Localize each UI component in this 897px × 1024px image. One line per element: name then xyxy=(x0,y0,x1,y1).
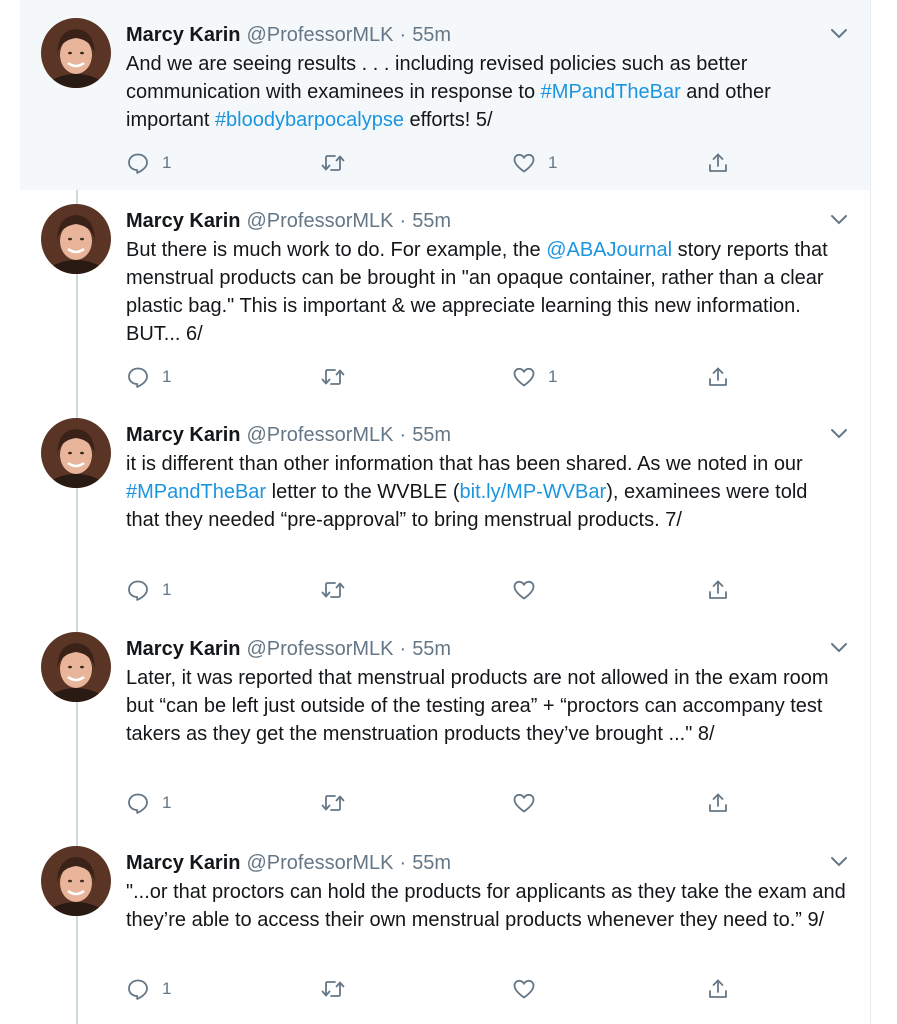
retweet-icon xyxy=(320,977,346,1001)
retweet-button[interactable] xyxy=(320,364,358,390)
reply-count: 1 xyxy=(162,979,172,998)
share-button[interactable] xyxy=(706,150,730,176)
avatar-image xyxy=(41,18,111,88)
reply-icon xyxy=(126,578,150,602)
tweet-text-part: story reports that menstrual products can be brought in "an opaque container, rather than a clear plastic bag." This is important & we appreciate learning this new information. BUT... 6/ xyxy=(126,239,828,345)
tweet-actions xyxy=(126,364,746,390)
heart-icon xyxy=(512,365,536,389)
tweet-7[interactable] xyxy=(20,400,870,614)
tweet-8[interactable] xyxy=(20,614,870,828)
author-name[interactable]: Marcy Karin xyxy=(126,424,241,446)
tweet-9[interactable] xyxy=(20,828,870,1024)
tweet-text-part: letter to the WVBLE ( xyxy=(266,481,460,503)
share-icon xyxy=(706,151,730,175)
tweet-text xyxy=(126,50,846,134)
author-name[interactable]: Marcy Karin xyxy=(126,638,241,660)
separator-dot: · xyxy=(399,852,407,874)
author-name[interactable]: Marcy Karin xyxy=(126,852,241,874)
reply-count: 1 xyxy=(162,580,172,599)
author-handle[interactable]: @ProfessorMLK xyxy=(246,852,394,874)
author-handle[interactable]: @ProfessorMLK xyxy=(246,424,394,446)
tweet-time[interactable]: 55m xyxy=(412,210,452,232)
author-name[interactable]: Marcy Karin xyxy=(126,24,241,46)
share-icon xyxy=(706,791,730,815)
tweet-header xyxy=(126,850,850,876)
separator-dot: · xyxy=(399,210,407,232)
timeline-column xyxy=(20,0,871,1024)
reply-icon xyxy=(126,151,150,175)
retweet-icon xyxy=(320,365,346,389)
reply-count: 1 xyxy=(162,793,172,812)
mention-link[interactable]: @ABAJournal xyxy=(546,239,673,261)
share-button[interactable] xyxy=(706,976,730,1002)
hashtag-link[interactable]: #bloodybarpocalypse xyxy=(214,109,404,131)
tweet-time[interactable]: 55m xyxy=(412,424,452,446)
reply-icon xyxy=(126,791,150,815)
tweet-5[interactable] xyxy=(20,0,870,190)
retweet-button[interactable] xyxy=(320,976,358,1002)
separator-dot: · xyxy=(399,24,407,46)
retweet-button[interactable] xyxy=(320,790,358,816)
tweet-text-part: ), examinees were told that they needed “pre-approval” to bring menstrual products. 7/ xyxy=(126,481,808,531)
avatar-image xyxy=(41,418,111,488)
retweet-button[interactable] xyxy=(320,577,358,603)
author-handle[interactable]: @ProfessorMLK xyxy=(246,24,394,46)
tweet-header xyxy=(126,208,850,234)
reply-button[interactable] xyxy=(126,577,171,603)
like-button[interactable] xyxy=(512,976,548,1002)
tweet-text-part: efforts! 5/ xyxy=(403,109,493,131)
avatar-image xyxy=(41,204,111,274)
retweet-button[interactable] xyxy=(320,150,358,176)
separator-dot: · xyxy=(399,424,407,446)
tweet-time[interactable]: 55m xyxy=(412,638,452,660)
tweet-text xyxy=(126,664,846,748)
reply-button[interactable] xyxy=(126,150,171,176)
like-count: 1 xyxy=(548,153,558,172)
reply-count: 1 xyxy=(162,367,172,386)
avatar[interactable] xyxy=(41,418,111,488)
share-icon xyxy=(706,365,730,389)
url-link[interactable]: bit.ly/MP-WVBar xyxy=(459,481,607,503)
avatar-image xyxy=(41,632,111,702)
tweet-text xyxy=(126,236,846,348)
like-button[interactable] xyxy=(512,790,548,816)
tweet-text-part: And we are seeing results . . . including revised policies such as better communication with examinees in response to xyxy=(126,53,748,103)
tweet-header xyxy=(126,422,850,448)
tweet-text-part: "...or that proctors can hold the products for applicants as they take the exam and they’re able to access their own menstrual products whenever they need to.” 9/ xyxy=(126,881,846,931)
tweet-text-part: Later, it was reported that menstrual products are not allowed in the exam room but “can be left just outside of the testing area” + “proctors can accompany test takers as they get the menstruation products they’ve brought ..." 8/ xyxy=(126,667,829,745)
heart-icon xyxy=(512,791,536,815)
tweet-time[interactable]: 55m xyxy=(412,24,452,46)
tweet-header xyxy=(126,636,850,662)
tweet-header xyxy=(126,22,850,48)
tweet-time[interactable]: 55m xyxy=(412,852,452,874)
author-handle[interactable]: @ProfessorMLK xyxy=(246,638,394,660)
avatar[interactable] xyxy=(41,632,111,702)
chevron-down-icon[interactable] xyxy=(830,856,848,868)
tweet-actions xyxy=(126,577,746,603)
hashtag-link[interactable]: #MPandTheBar xyxy=(126,481,267,503)
share-button[interactable] xyxy=(706,364,730,390)
like-button[interactable] xyxy=(512,364,557,390)
tweet-actions xyxy=(126,976,746,1002)
author-name[interactable]: Marcy Karin xyxy=(126,210,241,232)
heart-icon xyxy=(512,578,536,602)
reply-count: 1 xyxy=(162,153,172,172)
tweet-6[interactable] xyxy=(20,186,870,400)
reply-button[interactable] xyxy=(126,364,171,390)
tweet-actions xyxy=(126,150,746,176)
share-icon xyxy=(706,578,730,602)
tweet-text xyxy=(126,878,846,934)
retweet-icon xyxy=(320,791,346,815)
like-button[interactable] xyxy=(512,150,557,176)
hashtag-link[interactable]: #MPandTheBar xyxy=(540,81,681,103)
avatar-image xyxy=(41,846,111,916)
tweet-text-part: But there is much work to do. For example, the xyxy=(126,239,547,261)
like-count: 1 xyxy=(548,367,558,386)
reply-button[interactable] xyxy=(126,790,171,816)
reply-button[interactable] xyxy=(126,976,171,1002)
share-button[interactable] xyxy=(706,790,730,816)
reply-icon xyxy=(126,977,150,1001)
separator-dot: · xyxy=(399,638,407,660)
retweet-icon xyxy=(320,151,346,175)
chevron-down-icon[interactable] xyxy=(830,642,848,654)
tweet-text xyxy=(126,450,846,534)
heart-icon xyxy=(512,151,536,175)
avatar[interactable] xyxy=(41,18,111,88)
reply-icon xyxy=(126,365,150,389)
heart-icon xyxy=(512,977,536,1001)
tweet-actions xyxy=(126,790,746,816)
chevron-down-icon[interactable] xyxy=(830,214,848,226)
share-button[interactable] xyxy=(706,577,730,603)
retweet-icon xyxy=(320,578,346,602)
chevron-down-icon[interactable] xyxy=(830,428,848,440)
author-handle[interactable]: @ProfessorMLK xyxy=(246,210,394,232)
chevron-down-icon[interactable] xyxy=(830,28,848,40)
avatar[interactable] xyxy=(41,204,111,274)
avatar[interactable] xyxy=(41,846,111,916)
like-button[interactable] xyxy=(512,577,548,603)
tweet-text-part: and other important xyxy=(126,81,771,131)
tweet-text-part: it is different than other information that has been shared. As we noted in our xyxy=(126,453,803,475)
share-icon xyxy=(706,977,730,1001)
